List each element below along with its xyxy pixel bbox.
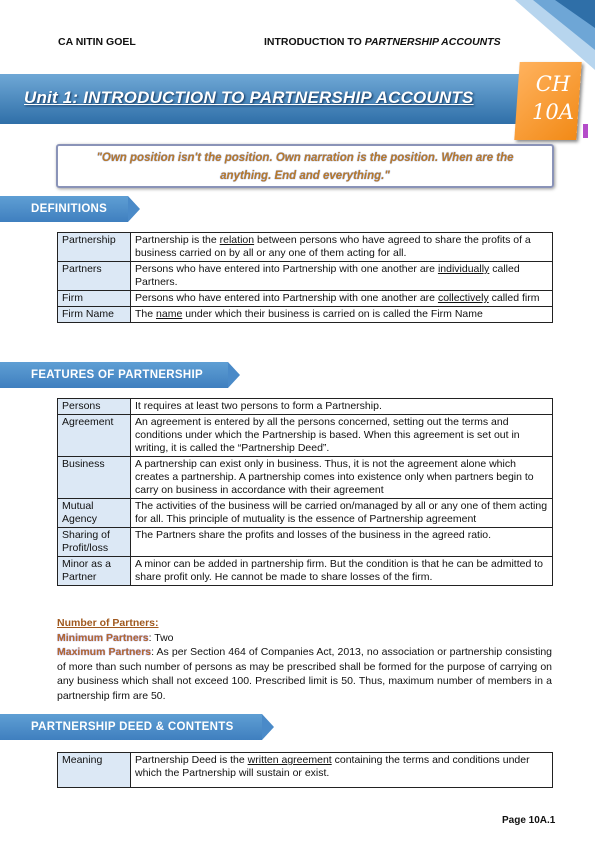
term-cell: Meaning — [58, 753, 131, 788]
deed-table — [57, 752, 553, 788]
chapter-badge-accent — [583, 124, 588, 138]
description-cell: Partnership is the relation between persons who have agreed to share the profits of a business carried on by all or any one of them acting for all. — [131, 233, 553, 262]
term-cell: Firm — [58, 291, 131, 307]
description-cell: The activities of the business will be carried on/managed by all or any one of them acting for all. This principle of mutuality is the essence of Partnership agreement — [131, 499, 553, 528]
term-cell: Partners — [58, 262, 131, 291]
table-row — [58, 499, 553, 528]
unit-title: Unit 1: INTRODUCTION TO PARTNERSHIP ACCOUNTS — [24, 88, 474, 107]
term-cell: Mutual Agency — [58, 499, 131, 528]
number-of-partners-heading: Number of Partners: — [57, 617, 159, 629]
features-table — [57, 398, 553, 586]
term-cell: Firm Name — [58, 307, 131, 323]
page-number: Page 10A.1 — [502, 815, 556, 826]
term-cell: Business — [58, 457, 131, 499]
quote-text: "Own position isn't the position. Own narration is the position. When are the anything. End and everything." — [96, 152, 514, 182]
maximum-partners: Maximum Partners: As per Section 464 of Companies Act, 2013, no association or partnership consisting of more than such number of persons as may be prescribed shall be formed for the purpose of carrying on any business which shall not exceed 100. Prescribed limit is 50. Thus, maximum number of members in a partnership firm are 50. — [57, 646, 552, 702]
term-cell: Minor as a Partner — [58, 557, 131, 586]
minimum-partners: Minimum Partners: Two — [57, 631, 174, 644]
motivational-quote — [56, 144, 554, 188]
table-row — [58, 415, 553, 457]
description-cell: Partnership Deed is the written agreement containing the terms and conditions under which the Partnership will sustain or exist. — [131, 753, 553, 788]
header-chapter-title: INTRODUCTION TO PARTNERSHIP ACCOUNTS — [264, 36, 501, 48]
chapter-badge-text: CH 10A — [532, 72, 574, 124]
term-cell: Sharing of Profit/loss — [58, 528, 131, 557]
term-cell: Persons — [58, 399, 131, 415]
description-cell: The Partners share the profits and losses of the business in the agreed ratio. — [131, 528, 553, 557]
description-cell: Persons who have entered into Partnership with one another are collectively called firm — [131, 291, 553, 307]
corner-decoration — [515, 0, 595, 70]
description-cell: Persons who have entered into Partnership with one another are individually called Partners. — [131, 262, 553, 291]
table-row — [58, 457, 553, 499]
section-heading-features: FEATURES OF PARTNERSHIP — [0, 362, 228, 388]
section-heading-definitions: DEFINITIONS — [0, 196, 128, 222]
description-cell: A partnership can exist only in business. Thus, it is not the agreement alone which creates a partnership. A partnership comes into existence only when partners begin to carry on business in accordance with their agreement — [131, 457, 553, 499]
description-cell: A minor can be added in partnership firm. But the condition is that he can be admitted to share profit only. He cannot be made to share losses of the firm. — [131, 557, 553, 586]
table-row — [58, 557, 553, 586]
definitions-table — [57, 232, 553, 323]
description-cell: It requires at least two persons to form a Partnership. — [131, 399, 553, 415]
description-cell: The name under which their business is carried on is called the Firm Name — [131, 307, 553, 323]
table-row — [58, 753, 553, 788]
number-of-partners — [57, 616, 552, 703]
term-cell: Partnership — [58, 233, 131, 262]
table-row — [58, 262, 553, 291]
section-heading-deed: PARTNERSHIP DEED & CONTENTS — [0, 714, 262, 740]
term-cell: Agreement — [58, 415, 131, 457]
table-row — [58, 307, 553, 323]
table-row — [58, 399, 553, 415]
description-cell: An agreement is entered by all the persons concerned, setting out the terms and conditions under which the Partnership is based. When this agreement is set out in writing, it is called the “Partnership Deed”. — [131, 415, 553, 457]
table-row — [58, 291, 553, 307]
table-row — [58, 528, 553, 557]
header-author: CA NITIN GOEL — [58, 36, 136, 48]
table-row — [58, 233, 553, 262]
